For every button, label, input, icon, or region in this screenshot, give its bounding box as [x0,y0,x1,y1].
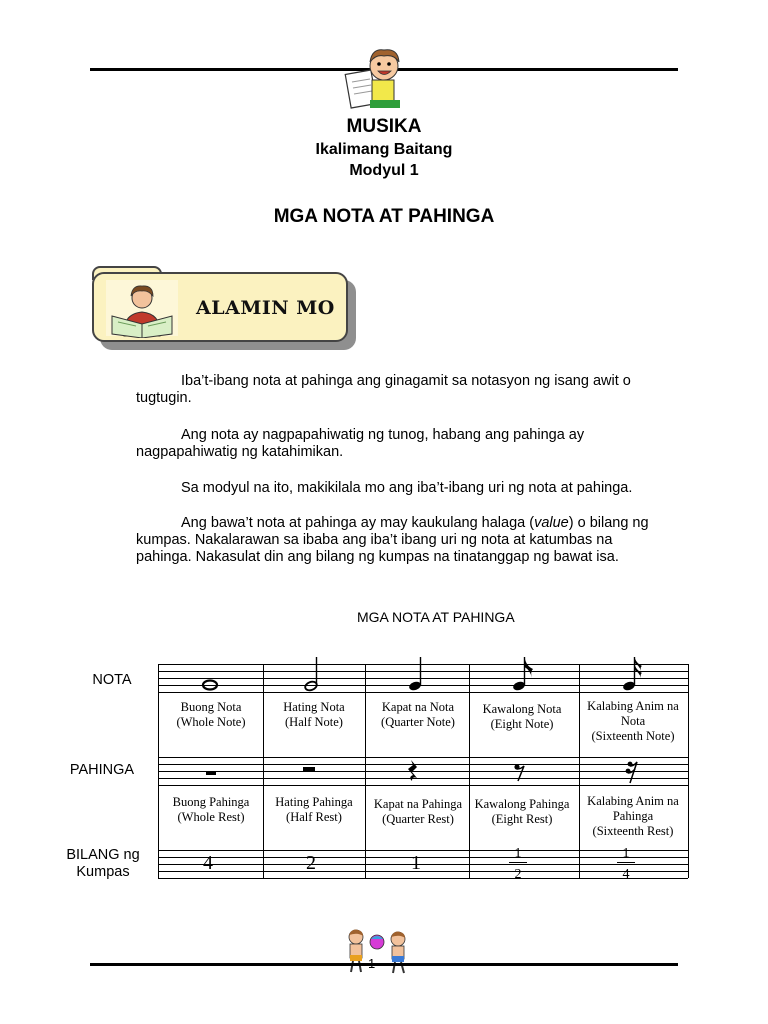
half-rest-name [262,795,366,825]
reading-person-illustration [104,278,180,338]
half-rest-english: (Half Rest) [286,810,342,824]
eighth-note-name-text: Kawalong Nota [482,702,562,716]
eighth-rest-english: (Eight Rest) [491,812,553,826]
row-label-bilang: BILANG ng [66,847,140,863]
quarter-note-name-text: Kapat na Nota [381,700,455,714]
row-label-nota: NOTA [92,672,132,688]
eighth-count-numerator: 1 [514,846,522,861]
topic-heading: MGA NOTA AT PAHINGA [273,206,495,227]
paragraph-3 [136,480,656,497]
sixteenth-count-numerator: 1 [622,846,630,861]
half-rest-name-text: Hating Pahinga [275,795,353,809]
column-divider [365,664,366,878]
whole-note-english: (Whole Note) [176,715,246,729]
eighth-rest-icon [510,759,530,785]
grade-subtitle: Ikalimang Baitang [315,141,453,158]
half-note-name-text: Hating Nota [283,700,345,714]
quarter-rest-icon [404,757,424,787]
column-divider [263,664,264,878]
counts-staff-line [158,850,688,851]
sixteenth-rest-icon [622,757,642,787]
sixteenth-count-fraction-bar [617,862,635,863]
half-note-name [262,700,366,730]
sixteenth-rest-english: (Sixteenth Rest) [592,824,674,838]
row-label-kumpas: Kumpas [76,864,130,880]
column-divider [158,664,159,878]
quarter-count: 1 [411,852,421,874]
module-subtitle: Modyul 1 [349,162,419,179]
counts-staff-line [158,878,688,879]
sixteenth-note-name-text-1: Kalabing Anim na [587,699,679,713]
boy-reading-mascot-illustration [342,42,412,114]
sixteenth-note-name-text-2: Nota [620,714,646,728]
paragraph-2-text: Ang nota ay nagpapahiwatig ng tunog, habang ang pahinga ay nagpapahiwatig ng katahimikan. [136,427,585,460]
half-rest-icon [298,762,320,776]
quarter-rest-name [366,797,470,827]
table-caption: MGA NOTA AT PAHINGA [357,609,515,625]
half-note-english: (Half Note) [285,715,343,729]
sixteenth-note-icon [616,654,650,696]
bottom-rule [90,963,678,966]
eighth-rest-name-text: Kawalong Pahinga [474,797,570,811]
row-label-pahinga: PAHINGA [69,762,135,778]
alamin-mo-label: ALAMIN MO [196,297,335,319]
paragraph-4-text-a: Ang bawa’t nota at pahinga ay may kaukulang halaga ( [181,515,535,531]
paragraph-4-text-b: ) o bilang ng kumpas. Nakalarawan sa ibaba ang iba’t ibang uri ng nota at katumbas na pahinga. Nakasulat din ang bilang ng kumpas na tinatanggap ng bawat isa. [136,515,649,565]
column-divider [579,664,580,878]
whole-note-name [159,700,263,730]
subject-title: MUSIKA [346,116,422,137]
whole-note-name-text: Buong Nota [180,700,242,714]
whole-rest-name [159,795,263,825]
half-note-icon [298,654,328,696]
kids-playing-ball-illustration [340,925,418,977]
sixteenth-note-english: (Sixteenth Note) [591,729,675,743]
half-count: 2 [306,852,316,874]
sixteenth-count-denominator: 4 [622,867,630,882]
sixteenth-rest-name-text-1: Kalabing Anim na [587,794,679,808]
whole-rest-icon [200,765,222,777]
sixteenth-note-name [580,699,686,744]
column-divider [469,664,470,878]
whole-count: 4 [203,852,213,874]
paragraph-4 [136,515,656,566]
eighth-rest-name [470,797,574,827]
whole-rest-name-text: Buong Pahinga [172,795,250,809]
eighth-note-name [470,702,574,732]
quarter-rest-name-text: Kapat na Pahinga [373,797,463,811]
quarter-rest-english: (Quarter Rest) [382,812,454,826]
whole-note-icon [196,670,226,696]
quarter-note-icon [402,654,432,696]
eighth-note-english: (Eight Note) [490,717,554,731]
paragraph-4-italic: value [534,515,569,531]
sixteenth-rest-name-text-2: Pahinga [612,809,654,823]
eighth-count-fraction-bar [509,862,527,863]
whole-rest-english: (Whole Rest) [177,810,245,824]
paragraph-1 [136,373,656,407]
paragraph-1-text: Iba’t-ibang nota at pahinga ang ginagamit sa notasyon ng isang awit o tugtugin. [136,373,631,406]
paragraph-3-text: Sa modyul na ito, makikilala mo ang iba’t-ibang uri ng nota at pahinga. [181,480,633,496]
sixteenth-rest-name [580,794,686,839]
paragraph-2 [136,427,656,461]
eighth-count-denominator: 2 [514,867,522,882]
eighth-note-icon [506,654,540,696]
quarter-note-name [366,700,470,730]
quarter-note-english: (Quarter Note) [381,715,455,729]
column-divider [688,664,689,878]
